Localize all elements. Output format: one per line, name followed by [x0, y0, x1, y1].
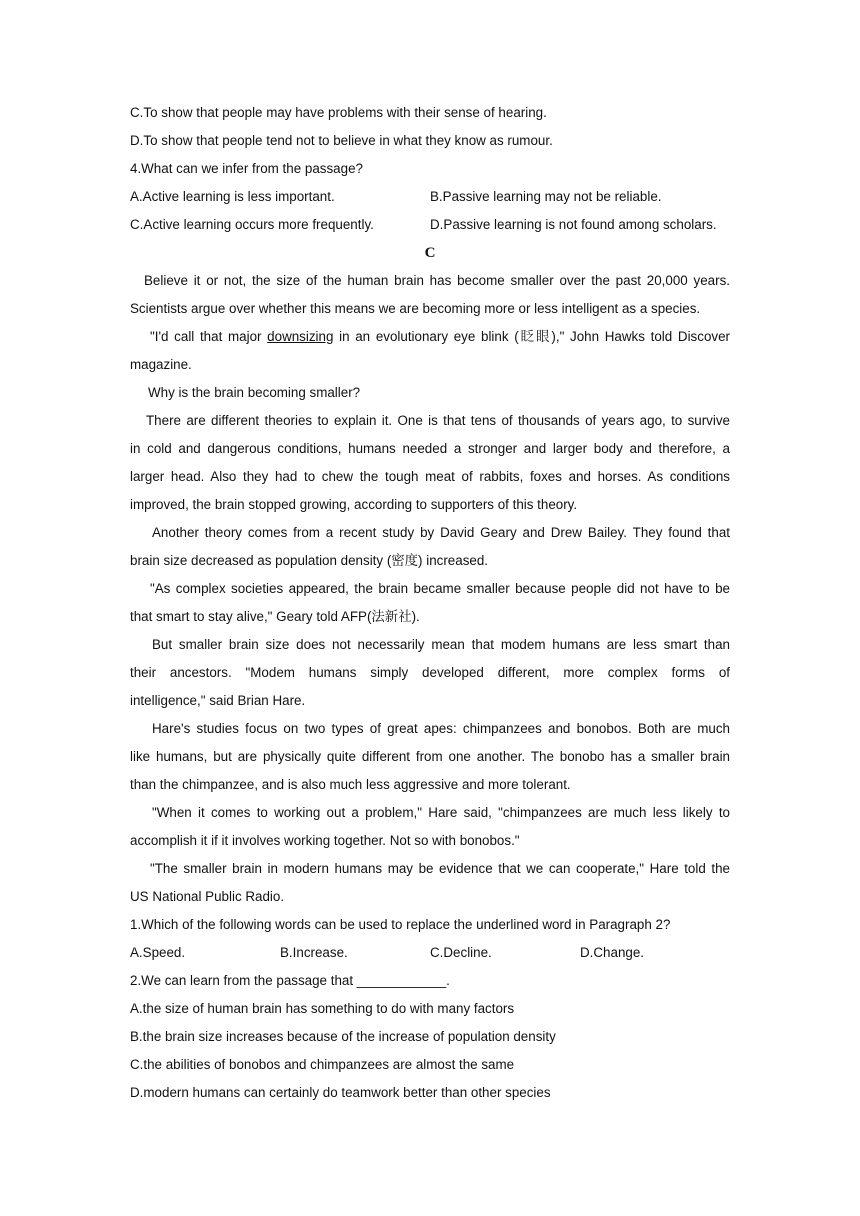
question-1-options	[130, 939, 730, 967]
paragraph-8-line-2: like humans, but are physically quite different from one another. The bonobo has a smaller brain	[130, 749, 730, 764]
paragraph-8-line-1: Hare's studies focus on two types of great apes: chimpanzees and bonobos. Both are much	[152, 721, 730, 736]
paragraph-2-text: "I'd call that major	[150, 329, 268, 344]
paragraph-7-line-1: But smaller brain size does not necessarily mean that modem humans are less smart than	[152, 637, 730, 652]
paragraph-4-line-3: larger head. Also they had to chew the tough meat of rabbits, foxes and horses. As conditions	[130, 469, 730, 484]
paragraph-10-line-1: "The smaller brain in modern humans may be evidence that we can cooperate," Hare told the	[150, 861, 730, 876]
paragraph-4-line-4: improved, the brain stopped growing, according to supporters of this theory.	[130, 497, 578, 512]
paragraph-1-line-2: Scientists argue over whether this means we are becoming more or less intelligent as a species.	[130, 301, 701, 316]
document-page	[130, 99, 730, 1107]
option-a: A.the size of human brain has something to do with many factors	[130, 1001, 515, 1016]
option-d: D.Passive learning is not found among scholars.	[430, 217, 717, 232]
option-c: C.Decline.	[430, 945, 492, 960]
paragraph-6-line-1: "As complex societies appeared, the brain became smaller because people did not have to be	[150, 581, 730, 596]
paragraph-4-line-1: There are different theories to explain it. One is that tens of thousands of years ago, to survive	[146, 413, 730, 428]
question-4-options-row-2	[130, 211, 730, 239]
option-c: C.To show that people may have problems with their sense of hearing.	[130, 105, 547, 120]
question-4: 4.What can we infer from the passage?	[130, 161, 363, 176]
option-a: A.Active learning is less important.	[130, 189, 335, 204]
option-c: C.Active learning occurs more frequently.	[130, 217, 374, 232]
paragraph-10-line-2: US National Public Radio.	[130, 889, 285, 904]
paragraph-7-line-3: intelligence," said Brian Hare.	[130, 693, 306, 708]
paragraph-4-line-2: in cold and dangerous conditions, humans needed a stronger and larger body and therefore, a	[130, 441, 730, 456]
question-2: 2.We can learn from the passage that ____________.	[130, 973, 450, 988]
paragraph-2-line-1	[130, 323, 730, 351]
paragraph-5-line-1: Another theory comes from a recent study by David Geary and Drew Bailey. They found that	[152, 525, 730, 540]
option-c: C.the abilities of bonobos and chimpanzees are almost the same	[130, 1057, 515, 1072]
option-d: D.modern humans can certainly do teamwork better than other species	[130, 1085, 551, 1100]
option-d: D.To show that people tend not to believe in what they know as rumour.	[130, 133, 553, 148]
option-b: B.the brain size increases because of the increase of population density	[130, 1029, 556, 1044]
section-title: C	[424, 245, 436, 261]
option-b: B.Passive learning may not be reliable.	[430, 189, 662, 204]
paragraph-1-line-1: Believe it or not, the size of the human brain has become smaller over the past 20,000 years.	[144, 273, 730, 288]
option-a: A.Speed.	[130, 945, 186, 960]
question-1: 1.Which of the following words can be used to replace the underlined word in Paragraph 2?	[130, 917, 671, 932]
paragraph-2-line-2: magazine.	[130, 357, 192, 372]
paragraph-5-line-2: brain size decreased as population density (密度) increased.	[130, 553, 489, 568]
paragraph-2-text: in an evolutionary eye blink (眨眼)," John Hawks told Discover	[333, 329, 730, 344]
paragraph-9-line-1: "When it comes to working out a problem," Hare said, "chimpanzees are much less likely to	[152, 805, 730, 820]
underlined-word: downsizing	[267, 329, 334, 344]
paragraph-6-line-2: that smart to stay alive," Geary told AFP(法新社).	[130, 609, 420, 624]
paragraph-8-line-3: than the chimpanzee, and is also much less aggressive and more tolerant.	[130, 777, 571, 792]
paragraph-9-line-2: accomplish it if it involves working together. Not so with bonobos."	[130, 833, 520, 848]
question-4-options-row-1	[130, 183, 730, 211]
option-b: B.Increase.	[280, 945, 348, 960]
paragraph-3: Why is the brain becoming smaller?	[148, 385, 361, 400]
paragraph-7-line-2: their ancestors. "Modem humans simply developed different, more complex forms of	[130, 665, 730, 680]
option-d: D.Change.	[580, 945, 645, 960]
